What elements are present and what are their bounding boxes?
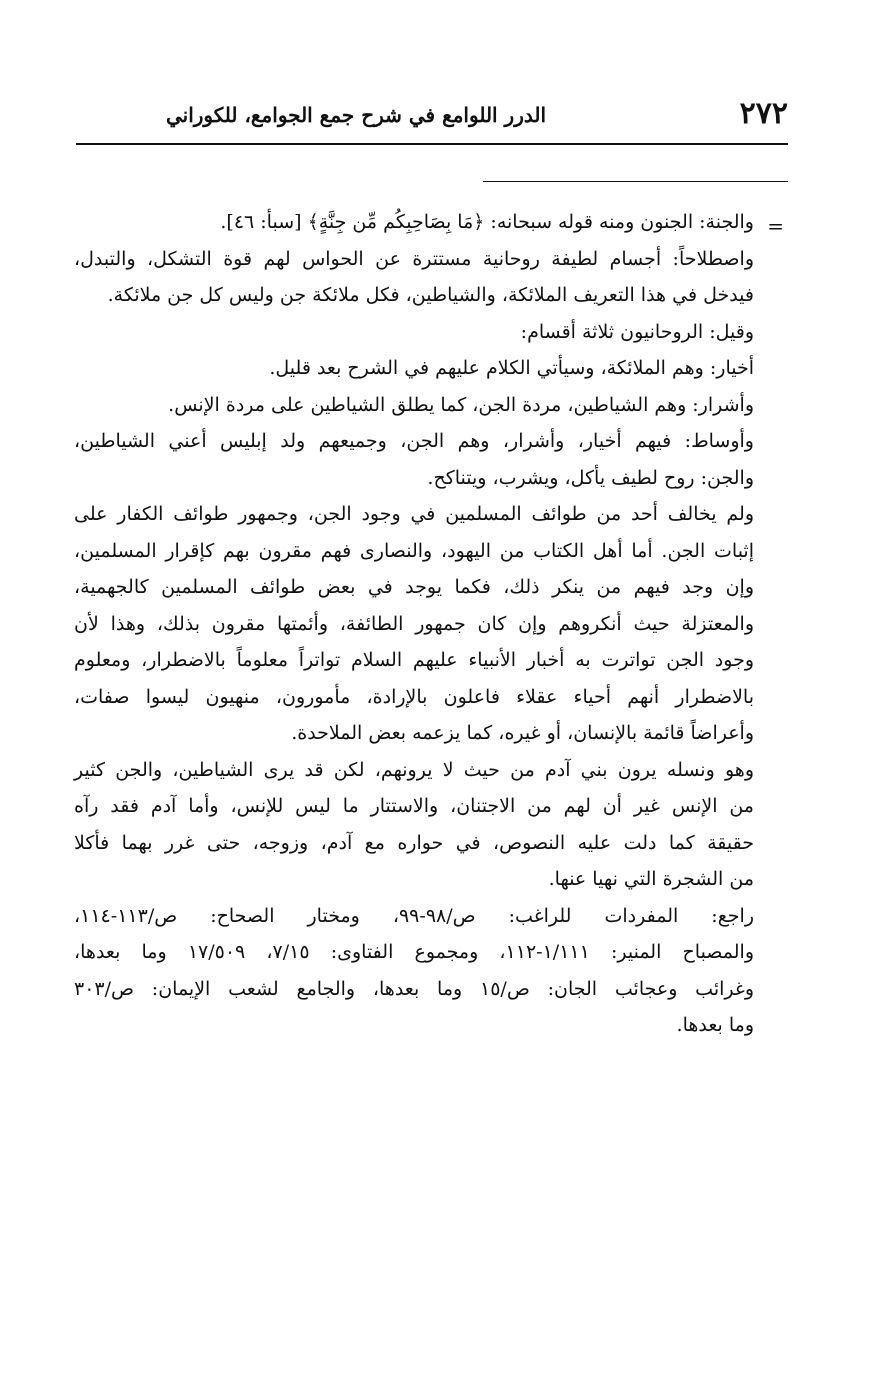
text-line: وغرائب وعجائب الجان: ص/١٥ وما بعدها، والجامع لشعب الإيمان: ص/٣٠٣ (74, 977, 754, 1000)
text-line: وأوساط: فيهم أخيار، وأشرار، وهم الجن، وجميعهم ولد إبليس أعني الشياطين، (74, 430, 754, 452)
text-line: إثبات الجن. أما أهل الكتاب من اليهود، والنصارى فهم مقرون بهم كإقرار المسلمين، (74, 539, 754, 562)
text-line: وما بعدها. (676, 1014, 754, 1036)
text-line: وأشرار: وهم الشياطين، مردة الجن، كما يطلق الشياطين على مردة الإنس. (168, 393, 754, 416)
text-line: وإن وجد فيهم من ينكر ذلك، فكما يوجد في بعض طوائف المسلمين كالجهمية، (74, 576, 754, 598)
text-line: والمعتزلة حيث أنكروهم وإن كان جمهور الطائفة، وأئمتها مقرون بذلك، وهذا لأن (74, 612, 754, 635)
text-line: والجنة: الجنون ومنه قوله سبحانه: ﴿مَا بِصَاحِبِكُم مِّن جِنَّةٍ﴾ [سبأ: ٤٦]. (220, 211, 754, 233)
text-line: راجع: المفردات للراغب: ص/٩٨-٩٩، ومختار الصحاح: ص/١١٣-١١٤، (74, 904, 754, 927)
text-line: من الشجرة التي نهيا عنها. (548, 868, 754, 890)
text-line: بالاضطرار أنهم أحياء عقلاء فاعلون بالإرادة، مأمورون، منهيون ليسوا صفات، (74, 685, 754, 708)
text-line: وجود الجن تواترت به أخبار الأنبياء عليهم السلام تواتراً معلوماً بالاضطرار، ومعلوم (74, 649, 754, 671)
text-line: وهو ونسله يرون بني آدم من حيث لا يرونهم، لكن قد يرى الشياطين، والجن كثير (74, 758, 754, 781)
text-line: واصطلاحاً: أجسام لطيفة روحانية مستترة عن الحواس لهم قوة التشكل، والتبدل، (74, 247, 754, 270)
running-title: الدرر اللوامع في شرح جمع الجوامع، للكوراني (165, 103, 547, 127)
page-number: ٢٧٢ (739, 96, 788, 131)
footnote-text (74, 204, 754, 1044)
text-line: وأعراضاً قائمة بالإنسان، أو غيره، كما يزعمه بعض الملاحدة. (291, 722, 754, 744)
text-line: حقيقة كما دلت عليه النصوص، في حواره مع آدم، وزوجه، حتى غرر بهما فأكلا (74, 831, 754, 854)
text-line: والمصباح المنير: ١/١١١-١١٢، ومجموع الفتاوى: ٧/١٥، ١٧/٥٠٩ وما بعدها، (74, 941, 755, 963)
text-line: من الإنس غير أن لهم من الاجتنان، والاستتار ما ليس للإنس، وأما آدم فقد رآه (74, 795, 754, 817)
text-line: ولم يخالف أحد من طوائف المسلمين في وجود الجن، وجمهور طوائف الكفار على (74, 503, 754, 525)
text-line: وقيل: الروحانيون ثلاثة أقسام: (520, 320, 754, 343)
footnote-separator-rule (483, 181, 788, 182)
text-line: فيدخل في هذا التعريف الملائكة، والشياطين، فكل ملائكة جن وليس كل جن ملائكة. (107, 284, 754, 306)
page-header (76, 96, 788, 136)
footnote-continuation-mark: = (767, 214, 784, 238)
text-line: والجن: روح لطيف يأكل، ويشرب، ويتناكح. (427, 466, 754, 489)
header-rule (76, 143, 788, 145)
text-line: أخيار: وهم الملائكة، وسيأتي الكلام عليهم في الشرح بعد قليل. (269, 357, 754, 379)
